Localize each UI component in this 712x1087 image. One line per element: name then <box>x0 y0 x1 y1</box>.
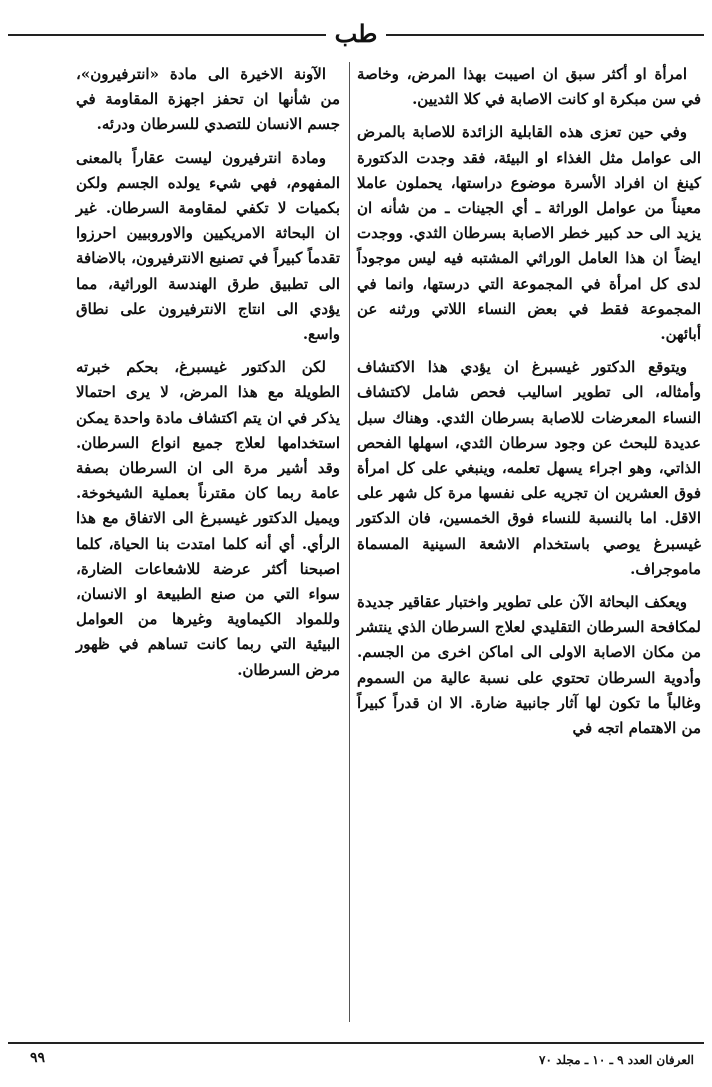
page-number: ٩٩ <box>30 1050 46 1066</box>
column-divider <box>349 62 350 1022</box>
paragraph: لكن الدكتور غيسبرغ، بحكم خبرته الطويلة مع هذا المرض، لا يرى احتمالا يذكر في ان يتم اكتشاف مادة واحدة يمكن استخدامها لعلاج جميع انواع السرطان. وقد أشير مرة الى ان السرطان بصفة عامة ربما كان مقترناً بعملية الشيخوخة. ويميل الدكتور غيسبرغ الى الاتفاق مع هذا الرأي. أي أنه كلما امتدت بنا الحياة، كلما اصبحنا أكثر عرضة للاشعاعات الضارة، سواء التي من صنع الطبيعة او الانسان، وللمواد الكيماوية وغيرها من العوامل البيئية التي ربما كانت تساهم في ظهور مرض السرطان. <box>76 358 340 679</box>
article-column-right <box>357 62 701 749</box>
paragraph: امرأة او أكثر سبق ان اصيبت بهذا المرض، وخاصة في سن مبكرة او كانت الاصابة في كلا الثديين. <box>357 65 701 109</box>
section-label: طب <box>326 14 386 54</box>
paragraph: الآونة الاخيرة الى مادة «انترفيرون»، من شأنها ان تحفز اجهزة المقاومة في جسم الانسان للتصدي للسرطان ودرئه. <box>76 65 340 134</box>
paragraph: وفي حين تعزى هذه القابلية الزائدة للاصابة بالمرض الى عوامل مثل الغذاء او البيئة، فقد وجدت الدكتورة كينغ ان افراد الأسرة موضوع دراستها، يحملون عاملا معيناً من عوامل الوراثة ـ أي الجينات ـ من شأنه ان يزيد الى حد كبير خطر الاصابة بسرطان الثدي. ووجدت ايضاً ان هذا العامل الوراثي المشتبه فيه ليس موجوداً لدى كل امرأة في المجموعة التي درستها، وانما في المجموعة فقط في بعض النساء اللاتي ورثنه عن أبائهن. <box>357 123 701 344</box>
article-column-left <box>76 62 340 691</box>
journal-issue-info: العرفان العدد ٩ ـ ١٠ ـ مجلد ٧٠ <box>539 1053 694 1067</box>
footer-rule <box>8 1042 704 1044</box>
paragraph: ويتوقع الدكتور غيسبرغ ان يؤدي هذا الاكتشاف وأمثاله، الى تطوير اساليب فحص شامل لاكتشاف النساء المعرضات للاصابة بسرطان الثدي. وهناك سبل عديدة للبحث عن وجود سرطان الثدي، اسهلها الفحص الذاتي، وهو اجراء يسهل تعلمه، وينبغي على كل امرأة فوق العشرين ان تجريه على نفسها مرة كل شهر على الاقل. اما بالنسبة للنساء فوق الخمسين، فان الدكتور غيسبرغ يوصي باستخدام الاشعة السينية المسماة ماموجراف. <box>357 358 701 578</box>
paragraph: ومادة انترفيرون ليست عقاراً بالمعنى المفهوم، فهي شيء يولده الجسم ولكن بكميات لا تكفي لمقاومة السرطان. غير ان البحاثة الامريكيين والاوروبيين احرزوا تقدماً كبيراً في تصنيع الانترفيرون، بالاضافة الى تطبيق طرق الهندسة الوراثية، مما يؤدي الى انتاج الانترفيرون على نطاق واسع. <box>76 148 340 344</box>
paragraph: ويعكف البحاثة الآن على تطوير واختبار عقاقير جديدة لمكافحة السرطان التقليدي لعلاج السرطان الذي ينتشر من مكان الاصابة الاولى الى اماكن اخرى من الجسم. وأدوية السرطان تحتوي على نسبة عالية من السموم وغالباً ما تكون لها آثار جانبية ضارة. الا ان قدراً كبيراً من الاهتمام اتجه في <box>357 593 701 738</box>
